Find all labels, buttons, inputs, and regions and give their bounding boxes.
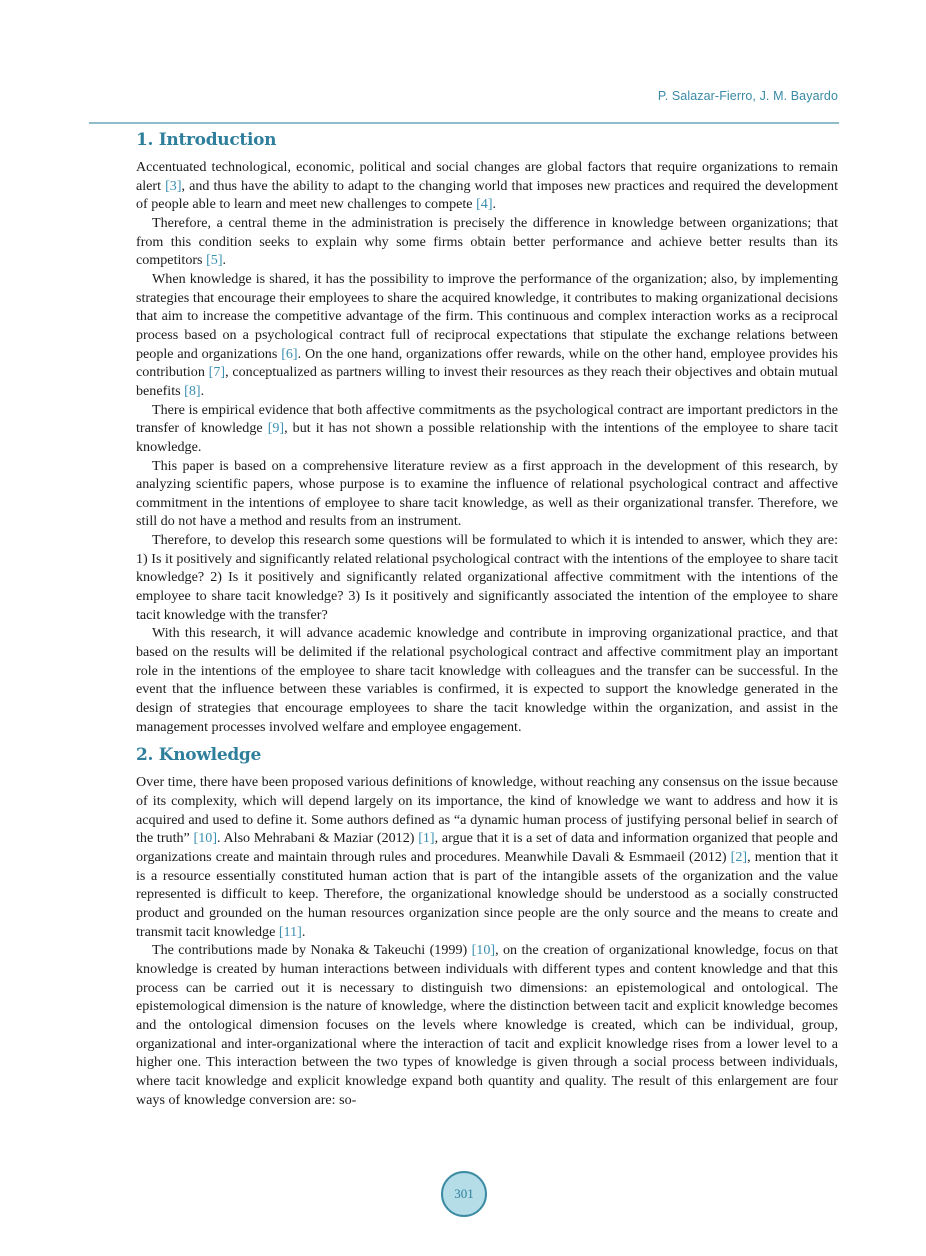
paragraph-text: Therefore, to develop this research some questions will be formulated to which it is intended to answer, which they are: 1) Is it positively and significantly related relational psychological contract with the intentions of the employee to share tacit knowledge? 2) Is it positively and significantly related organizational affective commitment with the intentions of the employee to share tacit knowledge? 3) Is it positively and significantly associated the intention of the employee to share tacit knowledge with the transfer? [136,532,838,623]
citation-link[interactable]: [8] [184,382,201,399]
paragraph-text: . [222,252,227,269]
citation-link[interactable]: [10] [193,830,218,847]
paragraph-text: . [301,923,306,940]
paragraph [136,941,838,1109]
paragraph [136,531,838,624]
paragraph-text: . [492,196,497,213]
section-heading: 1. Introduction [136,130,277,150]
citation-link[interactable]: [10] [471,942,496,959]
page-number: 301 [454,1186,474,1201]
page-number-badge [441,1171,487,1217]
paragraph-text: The contributions made by Nonaka & Takeuchi (1999) [152,942,472,959]
paragraph [136,457,838,532]
paragraph [136,214,838,270]
citation-link[interactable]: [7] [208,364,226,381]
paragraph [136,624,838,736]
paragraph-text: When knowledge is shared, it has the possibility to improve the performance of the organization; also, by implementing strategies that encourage their employees to share the acquired knowledge, it contributes to making organizational decisions that aim to increase the competitive advantage of the firm. This continuous and complex interaction works as a reciprocal process based on a psychological contract full of reciprocal expectations that stipulate the exchange relations between people and organizations [136,270,838,362]
citation-link[interactable]: [4] [476,196,493,213]
paragraph-text: , argue that it is a set of data and information organized that people and organizations create and maintain through rules and procedures. Meanwhile Davali & Esmmaeil (2012) [136,830,838,865]
paragraph-text: , but it has not shown a possible relationship with the intentions of the employee to share tacit knowledge. [136,420,838,455]
paragraph-text: This paper is based on a comprehensive literature review as a first approach in the development of this research, by analyzing scientific papers, whose purpose is to examine the influence of relational psychological contract and affective commitment in the intentions of employee to share tacit knowledge, as well as their organizational transfer. Therefore, we still do not have a method and results from an instrument. [136,457,838,530]
citation-link[interactable]: [3] [165,177,182,194]
citation-link[interactable]: [2] [730,848,748,865]
paragraph [136,158,838,214]
paragraph-text: . Also Mehrabani & Maziar (2012) [217,830,419,847]
paragraph-text: Over time, there have been proposed various definitions of knowledge, without reaching any consensus on the issue because of its complexity, which will depend largely on its importance, the kind of knowledge we want to address and how it is acquired and used to define it. Some authors defined as “a dynamic human process of justifying personal belief in search of the truth” [136,774,838,847]
paragraph-text: , mention that it is a resource essentially constituted human action that is part of the intangible assets of the organization and the value represented is difficult to keep. Therefore, the organizational knowledge should be understood as a socially constructed product and grounded on the human resources organization since people are the only source and the means to create and transmit tacit knowledge [136,848,838,940]
article-body [136,130,838,1109]
paragraph-text: There is empirical evidence that both affective commitments as the psychological contract are important predictors in the transfer of knowledge [136,401,838,437]
paragraph-text: . [200,382,205,399]
paragraph [136,270,838,401]
paragraph-text: . On the one hand, organizations offer rewards, while on the other hand, employee provides his contribution [136,345,838,381]
paragraph-text: , conceptualized as partners willing to invest their resources as they reach their objectives and obtain mutual benefits [136,364,838,399]
citation-link[interactable]: [1] [418,830,435,847]
running-head-authors: P. Salazar-Fierro, J. M. Bayardo [657,89,838,103]
paragraph-text: With this research, it will advance academic knowledge and contribute in improving organizational practice, and that based on the results will be delimited if the relational psychological contract and affective commitment play an important role in the intentions of the employee to share tacit knowledge with colleagues and the transfer can be successful. In the event that the influence between these variables is confirmed, it is expected to support the knowledge generated in the design of strategies that encourage employees to share the tacit knowledge within the organization, and assist in the management processes involved welfare and employee engagement. [136,625,838,735]
citation-link[interactable]: [5] [206,252,223,269]
paragraph-text: Therefore, a central theme in the administration is precisely the difference in knowledge between organizations; that from this condition seeks to explain why some firms obtain better performance and achieve better results than its competitors [136,214,838,269]
header-rule [89,122,839,124]
paragraph [136,773,838,941]
citation-link[interactable]: [11] [278,923,302,940]
citation-link[interactable]: [9] [267,420,285,437]
citation-link[interactable]: [6] [281,345,298,362]
paragraph-text: , on the creation of organizational knowledge, focus on that knowledge is created by human interactions between individuals with different types and content knowledge and that this process can be carried out it is necessary to distinguish two dimensions: an epistemological and ontological. The epistemological dimension is the nature of knowledge, where the distinction between tacit and explicit knowledge becomes and the ontological dimension focuses on the levels where knowledge is created, which can be individual, group, organizational and inter-organizational where the interaction of tacit and explicit knowledge rises from a lower level to a higher one. This interaction between the two types of knowledge is given through a social process between individuals, where tacit knowledge and explicit knowledge expand both quantity and quality. The result of this enlargement are four ways of knowledge conversion are: so- [136,942,838,1108]
paragraph-text: Accentuated technological, economic, political and social changes are global factors that require organizations to remain alert [136,159,838,194]
paragraph [136,401,838,457]
paragraph-text: , and thus have the ability to adapt to the changing world that imposes new practices and required the development of people able to learn and meet new challenges to compete [136,177,839,213]
section-heading: 2. Knowledge [136,745,262,766]
